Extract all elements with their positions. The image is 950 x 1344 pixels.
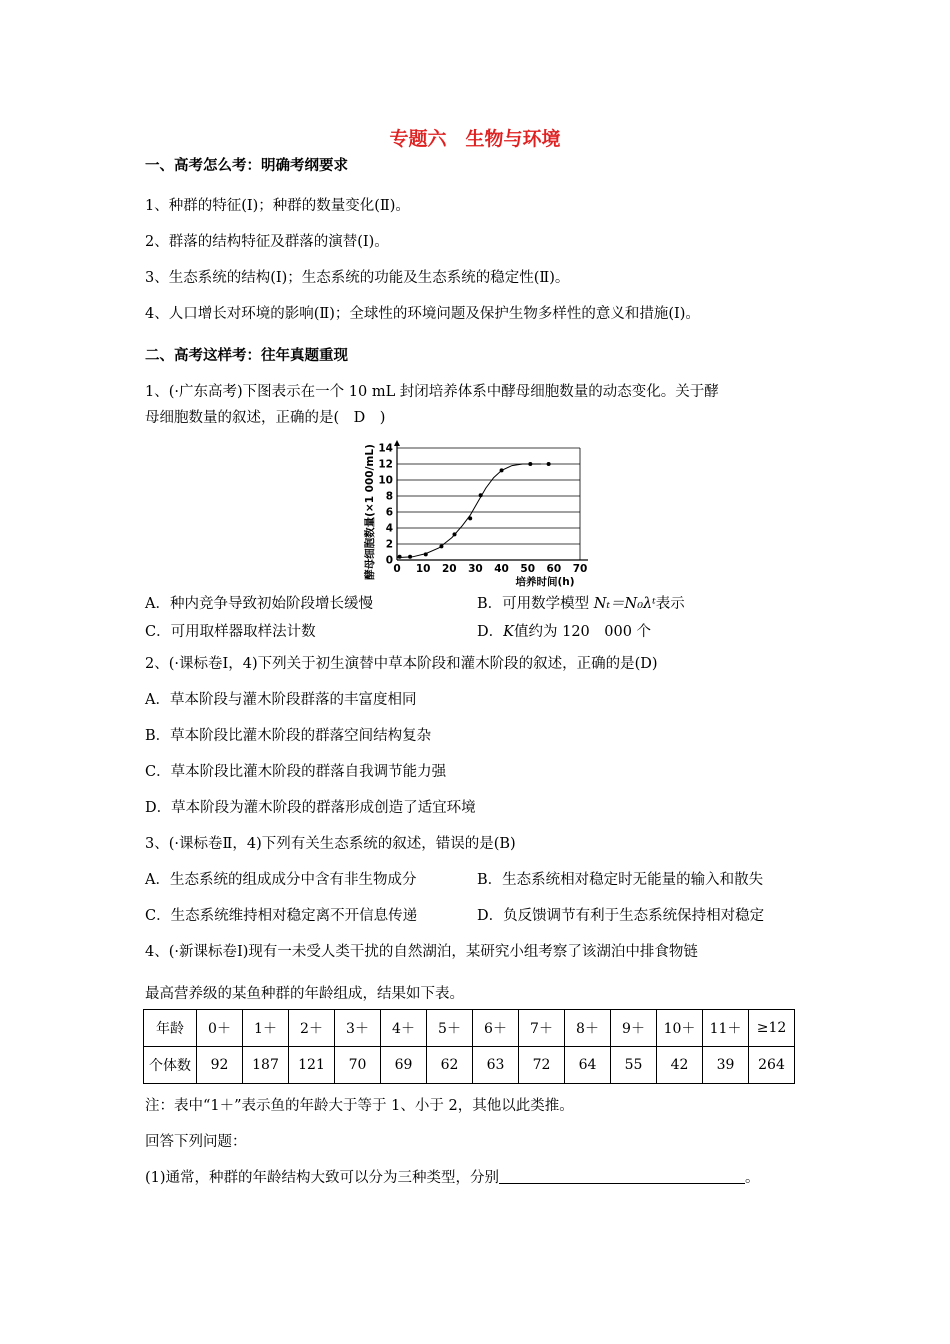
q1-option-c: C．可用取样器取样法计数 — [145, 624, 316, 640]
table-cell-count: 264 — [749, 1047, 795, 1084]
q4-stem-line1: 4、(·新课标卷Ⅰ)现有一未受人类干扰的自然湖泊，某研究小组考察了该湖泊中排食物链 — [145, 944, 698, 960]
table-cell-count: 39 — [703, 1047, 749, 1084]
q2-stem: 2、(·课标卷Ⅰ，4)下列关于初生演替中草本阶段和灌木阶段的叙述，正确的是(D) — [145, 656, 658, 672]
table-row-age — [144, 1010, 795, 1047]
table-cell-age: 8＋ — [565, 1010, 611, 1047]
q4-sub1-end: 。 — [745, 1170, 760, 1186]
syllabus-item-3: 3、生态系统的结构(Ⅰ)；生态系统的功能及生态系统的稳定性(Ⅱ)。 — [145, 270, 570, 286]
table-cell-count-label: 个体数 — [144, 1047, 197, 1084]
chart-xlabel: 培养时间(h) — [515, 576, 575, 588]
chart-xtick-label: 20 — [441, 563, 457, 575]
syllabus-item-1: 1、种群的特征(Ⅰ)；种群的数量变化(Ⅱ)。 — [145, 198, 410, 214]
table-cell-count: 69 — [381, 1047, 427, 1084]
q1-option-a: A．种内竞争导致初始阶段增长缓慢 — [145, 596, 373, 612]
table-cell-count: 92 — [197, 1047, 243, 1084]
q3-stem: 3、(·课标卷Ⅱ，4)下列有关生态系统的叙述，错误的是(B) — [145, 836, 516, 852]
chart-data-point — [500, 468, 504, 472]
chart-ytick-label: 10 — [378, 474, 393, 487]
table-cell-age: 4＋ — [381, 1010, 427, 1047]
q3-option-d: D．负反馈调节有利于生态系统保持相对稳定 — [477, 908, 765, 924]
q1-option-d-suffix: 值约为 120 000 个 — [513, 624, 652, 640]
chart-series-line — [397, 464, 541, 558]
table-cell-age: 3＋ — [335, 1010, 381, 1047]
chart-ylabel: 酵母细胞数量(×1 000/mL) — [364, 444, 376, 580]
chart-data-point — [453, 532, 457, 536]
chart-data-point — [408, 555, 412, 559]
q2-option-a: A．草本阶段与灌木阶段群落的丰富度相同 — [145, 692, 417, 708]
chart-ytick-label: 2 — [385, 538, 393, 551]
syllabus-item-4: 4、人口增长对环境的影响(Ⅱ)；全球性的环境问题及保护生物多样性的意义和措施(Ⅰ)。 — [145, 306, 700, 322]
chart-xtick-label: 10 — [415, 563, 431, 575]
table-cell-age-label: 年龄 — [144, 1010, 197, 1047]
q1-option-b-formula: Nₜ＝N₀λᵗ — [593, 596, 656, 612]
q4-sub1-answer-blank[interactable] — [499, 1169, 745, 1184]
q4-answer-prompt: 回答下列问题： — [145, 1134, 247, 1150]
chart-ytick-label: 0 — [385, 554, 393, 567]
q2-option-d: D．草本阶段为灌木阶段的群落形成创造了适宜环境 — [145, 800, 476, 816]
table-cell-count: 64 — [565, 1047, 611, 1084]
chart-data-point — [468, 516, 472, 520]
section1-heading: 一、高考怎么考：明确考纲要求 — [145, 158, 348, 174]
chart-xtick-label: 70 — [572, 563, 588, 575]
table-cell-age: 11＋ — [703, 1010, 749, 1047]
page-title: 专题六 生物与环境 — [389, 128, 561, 150]
chart-ytick-label: 6 — [385, 506, 393, 519]
q4-table-note: 注：表中“1＋”表示鱼的年龄大于等于 1、小于 2，其他以此类推。 — [145, 1098, 574, 1114]
syllabus-item-2: 2、群落的结构特征及群落的演替(Ⅰ)。 — [145, 234, 389, 250]
yeast-growth-chart — [360, 436, 600, 588]
chart-ytick-label: 8 — [385, 490, 393, 503]
table-cell-count: 42 — [657, 1047, 703, 1084]
age-structure-table — [143, 1009, 795, 1084]
table-cell-count: 70 — [335, 1047, 381, 1084]
chart-data-point — [439, 544, 443, 548]
chart-ytick-label: 4 — [385, 522, 393, 535]
table-cell-age: 9＋ — [611, 1010, 657, 1047]
q1-option-d-prefix: D． — [477, 624, 504, 640]
q1-stem-line1: 1、(·广东高考)下图表示在一个 10 mL 封闭培养体系中酵母细胞数量的动态变化。关于酵 — [145, 384, 719, 400]
table-cell-age: 10＋ — [657, 1010, 703, 1047]
chart-ytick-label: 12 — [378, 458, 393, 471]
q1-option-b-prefix: B．可用数学模型 — [477, 596, 594, 612]
q4-sub1-text: (1)通常，种群的年龄结构大致可以分为三种类型，分别 — [145, 1170, 500, 1186]
q3-option-b: B．生态系统相对稳定时无能量的输入和散失 — [477, 872, 764, 888]
chart-data-point — [528, 462, 532, 466]
q2-option-b: B．草本阶段比灌木阶段的群落空间结构复杂 — [145, 728, 432, 744]
table-cell-count: 63 — [473, 1047, 519, 1084]
chart-data-point — [424, 552, 428, 556]
chart-ytick-label: 14 — [378, 442, 393, 455]
q4-sub1 — [145, 1166, 760, 1187]
q2-option-c: C．草本阶段比灌木阶段的群落自我调节能力强 — [145, 764, 447, 780]
chart-xtick-label: 60 — [546, 563, 562, 575]
chart-xtick-label: 0 — [393, 563, 401, 575]
q1-option-d — [477, 620, 651, 641]
q3-option-c: C．生态系统维持相对稳定离不开信息传递 — [145, 908, 418, 924]
chart-xtick-label: 40 — [494, 563, 509, 575]
table-cell-age: ≥12 — [749, 1010, 795, 1047]
table-cell-count: 55 — [611, 1047, 657, 1084]
chart-data-point — [547, 462, 551, 466]
chart-xtick-label: 50 — [520, 563, 536, 575]
table-cell-age: 2＋ — [289, 1010, 335, 1047]
section2-heading: 二、高考这样考：往年真题重现 — [145, 348, 348, 364]
chart-y-arrow — [394, 440, 400, 446]
q1-stem-line2: 母细胞数量的叙述，正确的是( D ) — [145, 410, 386, 426]
table-cell-count: 187 — [243, 1047, 289, 1084]
table-cell-age: 1＋ — [243, 1010, 289, 1047]
q3-option-a: A．生态系统的组成成分中含有非生物成分 — [145, 872, 417, 888]
q1-option-d-k: K — [503, 624, 514, 640]
q1-option-b-suffix: 表示 — [655, 596, 685, 612]
q4-stem-line2: 最高营养级的某鱼种群的年龄组成，结果如下表。 — [145, 986, 464, 1002]
table-cell-age: 6＋ — [473, 1010, 519, 1047]
table-cell-count: 72 — [519, 1047, 565, 1084]
table-cell-age: 7＋ — [519, 1010, 565, 1047]
table-cell-count: 121 — [289, 1047, 335, 1084]
chart-data-point — [398, 555, 402, 559]
table-cell-age: 0＋ — [197, 1010, 243, 1047]
table-cell-count: 62 — [427, 1047, 473, 1084]
q1-option-b — [477, 592, 685, 613]
chart-xtick-label: 30 — [468, 563, 483, 575]
table-row-count — [144, 1047, 795, 1084]
table-cell-age: 5＋ — [427, 1010, 473, 1047]
chart-data-point — [479, 493, 483, 497]
